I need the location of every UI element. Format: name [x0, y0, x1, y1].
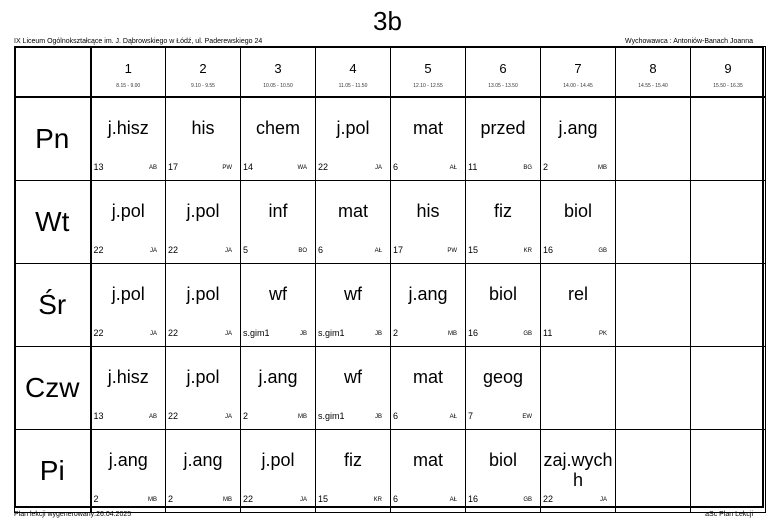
lesson-teacher: KR: [373, 496, 382, 503]
lesson-teacher: AŁ: [449, 413, 457, 420]
lesson-subject: przed: [480, 117, 526, 138]
period-number: 3: [274, 61, 282, 76]
lesson-teacher: KR: [523, 247, 532, 254]
lesson-room: 15: [468, 244, 479, 255]
lesson-teacher: JA: [599, 496, 607, 503]
lesson-subject: wf: [269, 283, 287, 304]
lesson-teacher: WA: [297, 164, 307, 171]
lesson-subject: wf: [344, 283, 362, 304]
period-time: 10.05 - 10.50: [263, 83, 293, 89]
period-number: 8: [649, 61, 657, 76]
lesson-room: s.gim1: [318, 327, 345, 338]
lesson-subject: rel: [567, 283, 588, 304]
lesson-subject: j.pol: [186, 283, 220, 304]
lesson-subject: mat: [337, 200, 368, 221]
lesson-room: 2: [543, 161, 549, 172]
lesson-subject: fiz: [494, 200, 512, 221]
lesson-room: 16: [468, 493, 479, 504]
lesson-teacher: MB: [448, 330, 457, 337]
lesson-teacher: AB: [148, 413, 157, 420]
lesson-room: 11: [543, 327, 553, 338]
lesson-room: 2: [93, 493, 99, 504]
lesson-subject: j.pol: [111, 283, 145, 304]
lesson-room: 13: [93, 410, 104, 421]
lesson-teacher: JA: [374, 164, 382, 171]
lesson-subject: j.pol: [261, 449, 295, 470]
period-time: 13.05 - 13.50: [488, 83, 518, 89]
lesson-room: 7: [468, 410, 474, 421]
lesson-teacher: PK: [598, 330, 607, 337]
lesson-room: s.gim1: [243, 327, 270, 338]
lesson-teacher: MB: [223, 496, 232, 503]
lesson-room: 6: [393, 161, 399, 172]
app-name: aSc Plan Lekcji: [705, 511, 753, 518]
class-title: 3b: [373, 6, 402, 36]
lesson-room: 22: [93, 327, 104, 338]
lesson-subject: his: [416, 200, 440, 221]
lesson-teacher: JA: [149, 247, 157, 254]
lesson-subject: wf: [344, 366, 362, 387]
lesson-subject: biol: [563, 200, 593, 221]
lesson-room: 6: [393, 410, 399, 421]
lesson-subject: j.pol: [186, 366, 220, 387]
period-time: 14.00 - 14.45: [563, 83, 593, 89]
lesson-room: 22: [168, 410, 179, 421]
lesson-room: 22: [543, 493, 554, 504]
lesson-teacher: PW: [222, 164, 232, 171]
period-number: 5: [424, 61, 432, 76]
lesson-teacher: JA: [224, 330, 232, 337]
period-time: 8.15 - 9.00: [116, 83, 141, 89]
lesson-teacher: AŁ: [449, 164, 457, 171]
lesson-teacher: JA: [299, 496, 307, 503]
lesson-room: s.gim1: [318, 410, 345, 421]
lesson-room: 6: [318, 244, 324, 255]
lesson-subject: j.pol: [111, 200, 145, 221]
lesson-subject: mat: [412, 366, 443, 387]
lesson-subject: j.hisz: [107, 366, 149, 387]
lesson-teacher: AŁ: [374, 247, 382, 254]
lesson-subject: biol: [488, 449, 518, 470]
lesson-teacher: GB: [523, 496, 532, 503]
lesson-subject: j.ang: [558, 117, 598, 138]
period-time: 9.10 - 9.55: [191, 83, 215, 89]
day-name: Pn: [35, 122, 70, 154]
school-name: IX Liceum Ogólnokształcące im. J. Dąbrowskiego w Łódź, ul. Paderewskiego 24: [14, 38, 263, 45]
lesson-subject: j.ang: [108, 449, 148, 470]
lesson-room: 15: [318, 493, 329, 504]
lesson-room: 11: [468, 161, 478, 172]
day-name: Śr: [38, 288, 67, 320]
lesson-teacher: JA: [224, 247, 232, 254]
lesson-teacher: JB: [299, 330, 307, 337]
lesson-room: 5: [243, 244, 249, 255]
period-number: 7: [574, 61, 582, 76]
lesson-room: 22: [168, 327, 179, 338]
lesson-room: 22: [168, 244, 179, 255]
homeroom-teacher: Wychowawca : Antoniów-Banach Joanna: [625, 38, 753, 45]
lesson-subject: j.pol: [336, 117, 370, 138]
lesson-subject: j.hisz: [107, 117, 149, 138]
lesson-room: 16: [468, 327, 479, 338]
lesson-room: 6: [393, 493, 399, 504]
period-number: 1: [124, 61, 132, 76]
lesson-teacher: EW: [522, 413, 532, 420]
period-number: 6: [499, 61, 507, 76]
lesson-subject: geog: [482, 366, 524, 387]
lesson-room: 22: [243, 493, 254, 504]
lesson-teacher: PW: [447, 247, 457, 254]
lesson-room: 22: [93, 244, 104, 255]
lesson-teacher: JA: [224, 413, 232, 420]
lesson-subject: inf: [268, 200, 288, 221]
lesson-subject: mat: [412, 449, 443, 470]
lesson-subject: zaj.wych h: [543, 449, 613, 490]
period-time: 15.50 - 16.35: [713, 83, 743, 89]
lesson-teacher: GB: [598, 247, 607, 254]
day-name: Wt: [35, 205, 70, 237]
period-time: 12.10 - 12.55: [413, 83, 443, 89]
lesson-subject: fiz: [344, 449, 362, 470]
lesson-teacher: MB: [298, 413, 307, 420]
lesson-subject: his: [191, 117, 215, 138]
lesson-teacher: BG: [523, 164, 532, 171]
lesson-subject: j.ang: [408, 283, 448, 304]
period-time: 14.55 - 15.40: [638, 83, 668, 89]
lesson-teacher: MB: [148, 496, 157, 503]
lesson-subject: j.pol: [186, 200, 220, 221]
lesson-subject: chem: [255, 117, 300, 138]
lesson-room: 14: [243, 161, 254, 172]
lesson-subject: j.ang: [258, 366, 298, 387]
lesson-room: 2: [168, 493, 174, 504]
lesson-room: 13: [93, 161, 104, 172]
day-name: Pi: [39, 454, 65, 486]
period-time: 11.05 - 11.50: [338, 83, 368, 89]
period-number: 9: [724, 61, 732, 76]
lesson-room: 2: [243, 410, 249, 421]
lesson-teacher: JB: [374, 413, 382, 420]
period-number: 2: [199, 61, 207, 76]
lesson-teacher: MB: [598, 164, 607, 171]
lesson-room: 22: [318, 161, 329, 172]
lesson-subject: j.ang: [183, 449, 223, 470]
lesson-teacher: BO: [298, 247, 307, 254]
lesson-subject: biol: [488, 283, 518, 304]
lesson-room: 2: [393, 327, 399, 338]
timetable-frame: [14, 46, 764, 508]
lesson-teacher: JA: [149, 330, 157, 337]
day-name: Czw: [25, 371, 80, 403]
lesson-teacher: GB: [523, 330, 532, 337]
period-number: 4: [349, 61, 357, 76]
lesson-room: 17: [393, 244, 404, 255]
lesson-teacher: AŁ: [449, 496, 457, 503]
lesson-subject: mat: [412, 117, 443, 138]
lesson-room: 17: [168, 161, 179, 172]
generated-date: Plan lekcji wygenerowany:26.04.2025: [14, 511, 132, 518]
lesson-teacher: JB: [374, 330, 382, 337]
lesson-room: 16: [543, 244, 554, 255]
lesson-teacher: AB: [148, 164, 157, 171]
